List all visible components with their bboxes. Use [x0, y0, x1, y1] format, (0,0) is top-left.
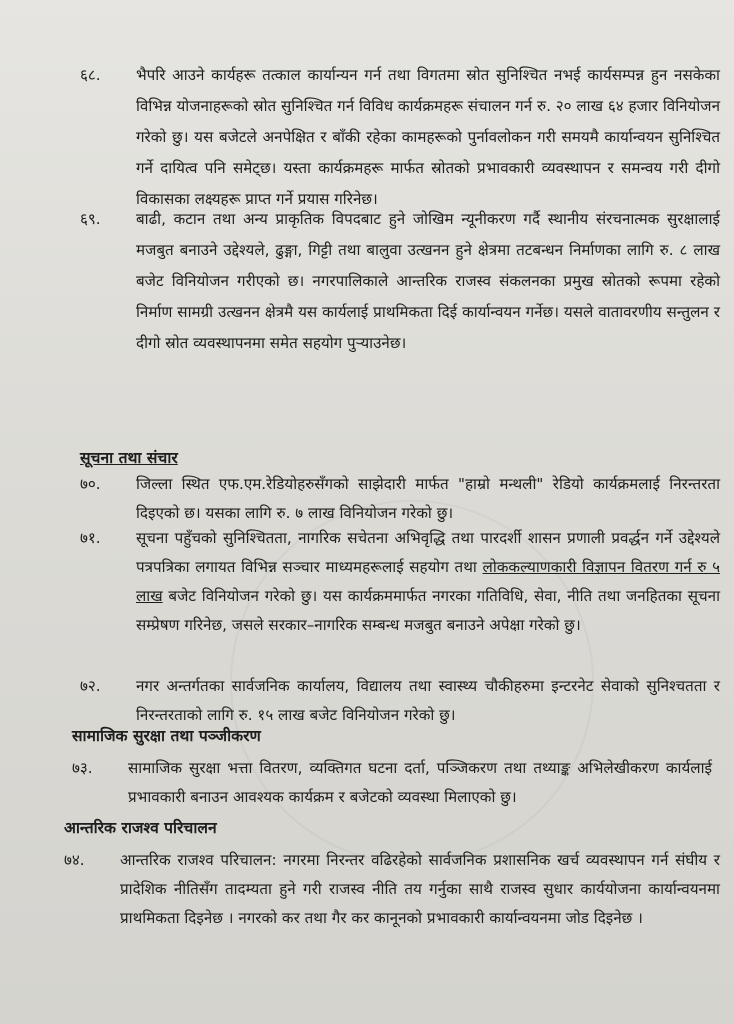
paragraph-72 [80, 672, 720, 730]
paragraph-number: ७२. [80, 677, 101, 695]
paragraph-73 [72, 754, 712, 812]
paragraph-text-end: बजेट विनियोजन गरेको छु। यस कार्यक्रममार्फत नगरका गतिविधि, सेवा, नीति तथा जनहितका सूचना सम्प्रेषण गरिनेछ, जसले सरकार–नागरिक सम्बन्ध मजबुत बनाउने अपेक्षा गरेको छु। [136, 587, 720, 634]
paragraph-number: ६८. [80, 66, 101, 84]
paragraph-text [136, 524, 720, 640]
paragraph-text: सामाजिक सुरक्षा भत्ता वितरण, व्यक्तिगत घटना दर्ता, पञ्जिकरण तथा तथ्याङ्क अभिलेखीकरण कार्यलाई प्रभावकारी बनाउन आवश्यक कार्यक्रम र बजेटको व्यवस्था मिलाएको छु। [128, 759, 712, 806]
section-heading-revenue: आन्तरिक राजश्व परिचालन [64, 819, 217, 837]
underlined-phrase: लोककल्याणकारी विज्ञापन वितरण गर्न रु ५ लाख [136, 558, 720, 605]
paragraph-71 [80, 524, 720, 640]
paragraph-text: आन्तरिक राजश्व परिचालन: नगरमा निरन्तर वढिरहेको सार्वजनिक प्रशासनिक खर्च व्यवस्थापन गर्न संघीय र प्रादेशिक नीतिसँग तादम्यता हुने गरी राजस्व नीति तय गर्नुका साथै राजस्व सुधार कार्ययोजना कार्यान्वयनमा प्राथमिकता दिइनेछ । नगरको कर तथा गैर कर कानूनको प्रभावकारी कार्यान्वयनमा जोड दिइनेछ । [120, 851, 720, 927]
paragraph-number: ७३. [72, 759, 93, 777]
section-heading-info: सूचना तथा संचार [80, 449, 178, 467]
paragraph-text: नगर अन्तर्गतका सार्वजनिक कार्यालय, विद्यालय तथा स्वास्थ्य चौकीहरुमा इन्टरनेट सेवाको सुनिश्चतता र निरन्तरताको लागि रु. १५ लाख बजेट विनियोजन गरेको छु। [136, 677, 720, 724]
paragraph-74 [64, 846, 720, 933]
paragraph-text: जिल्ला स्थित एफ.एम.रेडियोहरुसँगको साझेदारी मार्फत "हाम्रो मन्थली" रेडियो कार्यक्रमलाई निरन्तरता दिइएको छ। यसका लागि रु. ७ लाख विनियोजन गरेको छु। [136, 475, 720, 522]
paragraph-number: ६९. [80, 210, 101, 228]
paragraph-70 [80, 470, 720, 528]
section-heading-social: सामाजिक सुरक्षा तथा पञ्जीकरण [72, 727, 261, 745]
paragraph-69 [80, 204, 720, 359]
paragraph-number: ७०. [80, 475, 101, 493]
paragraph-number: ७४. [64, 851, 85, 869]
paragraph-68 [80, 60, 720, 215]
paragraph-number: ७१. [80, 529, 101, 547]
paragraph-text-start: सूचना पहुँचको सुनिश्चितता, नागरिक सचेतना अभिवृद्धि तथा पारदर्शी शासन प्रणाली प्रवर्द्धन गर्ने उद्देश्यले पत्रपत्रिका लगायत विभिन्न सञ्चार माध्यमहरूलाई सहयोग तथा [136, 529, 720, 576]
paragraph-text: बाढी, कटान तथा अन्य प्राकृतिक विपदबाट हुने जोखिम न्यूनीकरण गर्दै स्थानीय संरचनात्मक सुरक्षालाई मजबुत बनाउने उद्देश्यले, ढुङ्गा, गिट्टी तथा बालुवा उत्खनन हुने क्षेत्रमा तटबन्धन निर्माणका लागि रु. ८ लाख बजेट विनियोजन गरीएको छ। नगरपालिकाले आन्तरिक राजस्व संकलनका प्रमुख स्रोतको रूपमा रहेको निर्माण सामग्री उत्खनन क्षेत्रमै यस कार्यलाई प्राथमिकता दिई कार्यान्वयन गर्नेछ। यसले वातावरणीय सन्तुलन र दीगो स्रोत व्यवस्थापनमा समेत सहयोग पुर्‍याउनेछ। [136, 210, 720, 352]
paragraph-text: भैपरि आउने कार्यहरू तत्काल कार्यान्यन गर्न तथा विगतमा स्रोत सुनिश्चित नभई कार्यसम्पन्न हुन नसकेका विभिन्न योजनाहरूको स्रोत सुनिश्चित गर्न विविध कार्यक्रमहरू संचालन गर्न रु. २० लाख ६४ हजार विनियोजन गरेको छु। यस बजेटले अनपेक्षित र बाँकी रहेका कामहरूको पुर्नावलोकन गरी समयमै कार्यान्वयन सुनिश्चित गर्ने दायित्व पनि समेट्छ। यस्ता कार्यक्रमहरू मार्फत स्रोतको प्रभावकारी व्यवस्थापन र समन्वय गरी दीगो विकासका लक्ष्यहरू प्राप्त गर्ने प्रयास गरिनेछ। [136, 66, 720, 208]
